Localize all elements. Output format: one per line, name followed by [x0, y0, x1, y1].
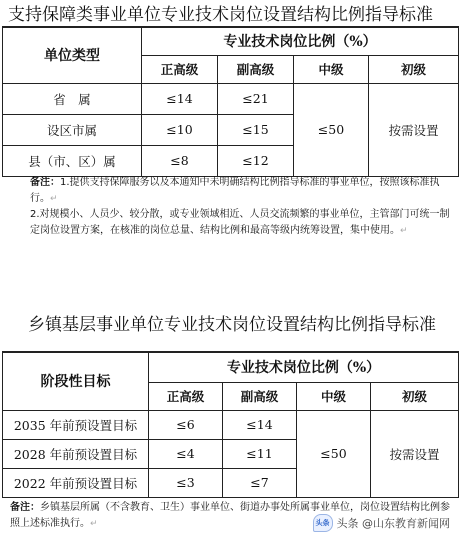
paragraph-mark: ↵: [90, 519, 98, 529]
vice-cell: ≤15: [218, 114, 294, 145]
row-label: 2035 年前预设置目标: [3, 410, 149, 439]
paragraph-mark: ↵: [400, 226, 408, 236]
table2-title: 乡镇基层事业单位专业技术岗位设置结构比例指导标准: [28, 315, 436, 335]
row-label: 2022 年前预设置目标: [3, 468, 149, 497]
col-senior: 正高级: [149, 382, 223, 410]
unit-type-header: 单位类型: [3, 27, 142, 83]
senior-cell: ≤8: [142, 145, 218, 176]
col-vice: 副高级: [218, 55, 294, 83]
col-vice: 副高级: [223, 382, 297, 410]
note-label: 备注：: [10, 502, 40, 513]
table2: [2, 351, 459, 498]
paragraph-mark: ↵: [50, 194, 58, 204]
row-label: 2028 年前预设置目标: [3, 439, 149, 468]
middle-cell: ≤50: [294, 83, 369, 176]
row-label: 县（市、区）属: [3, 145, 142, 176]
table1-title: 支持保障类事业单位专业技术岗位设置结构比例指导标准: [8, 5, 433, 25]
note-label: 备注：: [30, 177, 60, 188]
senior-cell: ≤14: [142, 83, 218, 114]
note-1-text: 1.提供支持保障服务以及本通知中未明确结构比例指导标准的事业单位，按照该标准执行。: [30, 177, 440, 204]
senior-cell: ≤6: [149, 410, 223, 439]
note-2: [10, 207, 455, 239]
col-middle: 中级: [297, 382, 371, 410]
watermark: [310, 513, 454, 533]
senior-cell: ≤3: [149, 468, 223, 497]
senior-cell: ≤4: [149, 439, 223, 468]
col-junior: 初级: [371, 382, 459, 410]
table-row: [3, 410, 459, 439]
vice-cell: ≤21: [218, 83, 294, 114]
row-label: 设区市属: [3, 114, 142, 145]
col-senior: 正高级: [142, 55, 218, 83]
note-2-text: 2.对规模小、人员少、较分散，或专业领域相近、人员交流频繁的事业单位，主管部门可统一制定岗位设置方案，在核准的岗位总量、结构比例和最高等级内统筹设置，集中使用。: [30, 209, 450, 236]
vice-cell: ≤14: [223, 410, 297, 439]
toutiao-logo-icon: 头条: [313, 514, 333, 532]
row-label: 省 属: [3, 83, 142, 114]
stage-header: 阶段性目标: [3, 352, 149, 410]
table1-notes: [10, 175, 455, 239]
junior-cell: 按需设置: [371, 410, 459, 497]
table1: [2, 26, 459, 177]
senior-cell: ≤10: [142, 114, 218, 145]
vice-cell: ≤11: [223, 439, 297, 468]
ratio-header: 专业技术岗位比例（%）: [142, 27, 459, 55]
ratio-header: 专业技术岗位比例（%）: [149, 352, 459, 382]
col-middle: 中级: [294, 55, 369, 83]
middle-cell: ≤50: [297, 410, 371, 497]
vice-cell: ≤12: [218, 145, 294, 176]
watermark-text: 头条 @山东教育新闻网: [336, 517, 450, 530]
vice-cell: ≤7: [223, 468, 297, 497]
col-junior: 初级: [369, 55, 459, 83]
table-row: [3, 83, 459, 114]
note-text: 乡镇基层所属（不含教育、卫生）事业单位、街道办事处所属事业单位，岗位设置结构比例参照上述标准执行。: [10, 502, 450, 529]
note-1: [10, 175, 455, 207]
junior-cell: 按需设置: [369, 83, 459, 176]
